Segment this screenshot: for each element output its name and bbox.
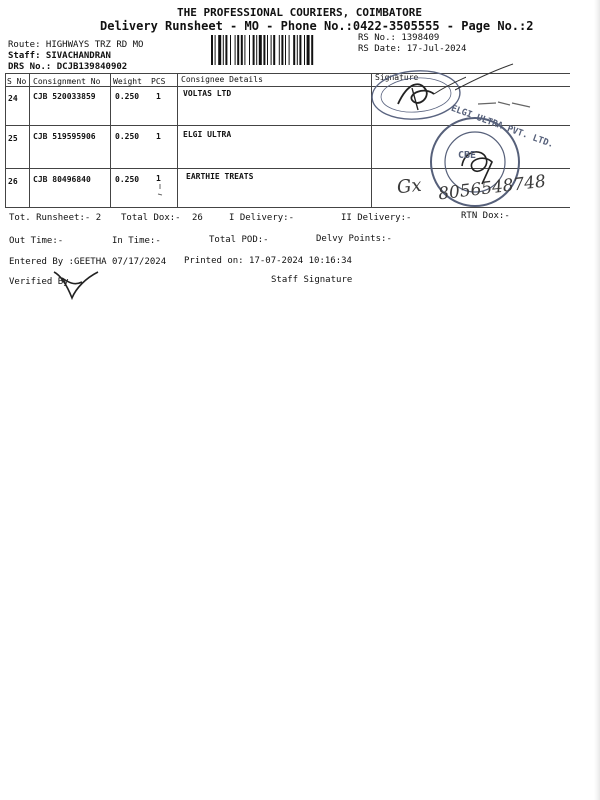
row-sno: 24 (8, 94, 18, 103)
col-divider (5, 73, 6, 207)
row-sno: 25 (8, 134, 18, 143)
staff-signature-label: Staff Signature (271, 275, 353, 285)
route-label: Route: HIGHWAYS TRZ RD MO (8, 40, 144, 50)
signature-stroke (455, 62, 515, 92)
row-consignment: CJB 80496840 (33, 175, 91, 184)
company-title: THE PROFESSIONAL COURIERS, COIMBATORE (177, 6, 423, 19)
row-consignee: VOLTAS LTD (183, 89, 232, 98)
barcode (211, 35, 357, 65)
ii-delivery: II Delivery:- (341, 213, 412, 223)
in-time: In Time:- (112, 236, 161, 246)
row-consignee: ELGI ULTRA (183, 130, 232, 139)
verifier-signature (52, 268, 102, 302)
header-consignee: Consignee Details (181, 75, 263, 84)
pcs-tick-mark (155, 183, 165, 197)
row-consignee: EARTHIE TREATS (186, 172, 254, 181)
row-sno: 26 (8, 177, 18, 186)
header-weight: Weight (113, 77, 142, 86)
elgi-stamp-city: CBE (458, 150, 477, 161)
total-pod: Total POD:- (209, 235, 269, 245)
rs-number: RS No.: 1398409 (358, 33, 440, 43)
rtn-dox: RTN Dox:- (461, 211, 510, 221)
out-time: Out Time:- (9, 236, 64, 246)
row-consignment: CJB 519595906 (33, 132, 96, 141)
header-sno: S No (7, 77, 27, 86)
runsheet-title: Delivery Runsheet - MO - Phone No.:0422-3505555 - Page No.:2 (100, 19, 534, 33)
drs-number: DRS No.: DCJB139840902 (8, 62, 128, 72)
tot-runsheet: Tot. Runsheet:- 2 (9, 213, 102, 223)
col-divider (177, 73, 178, 207)
header-consignment: Consignment No (33, 77, 101, 86)
row-consignment: CJB 520033859 (33, 92, 96, 101)
scribble-mark (476, 98, 532, 110)
row-weight: 0.250 (115, 175, 140, 184)
rs-date: RS Date: 17-Jul-2024 (358, 44, 467, 54)
header-pcs: PCS (151, 77, 166, 86)
verified-by: Verified By (9, 277, 69, 287)
col-divider (110, 73, 111, 207)
printed-on: Printed on: 17-07-2024 10:16:34 (184, 256, 352, 266)
total-dox-label: Total Dox:- (121, 213, 181, 223)
handwritten-initials: Gx (395, 174, 423, 199)
row-pcs: 1 (156, 92, 161, 101)
col-divider (29, 73, 30, 207)
elgi-stamp-text: ELGI ULTRA PVT. LTD. (449, 103, 555, 151)
i-delivery: I Delivery:- (229, 213, 295, 223)
entered-by: Entered By :GEETHA 07/17/2024 (9, 257, 167, 267)
row-weight: 0.250 (115, 92, 140, 101)
row-weight: 0.250 (115, 132, 140, 141)
scan-edge (594, 0, 600, 800)
row-pcs: 1 (156, 174, 161, 183)
total-dox-value: 26 (192, 213, 203, 223)
staff-label: Staff: SIVACHANDRAN (8, 51, 111, 61)
handwritten-phone: 8056548748 (437, 171, 547, 205)
header-signature: Signature (375, 73, 419, 82)
delvy-points: Delvy Points:- (316, 234, 392, 244)
row-pcs: 1 (156, 132, 161, 141)
